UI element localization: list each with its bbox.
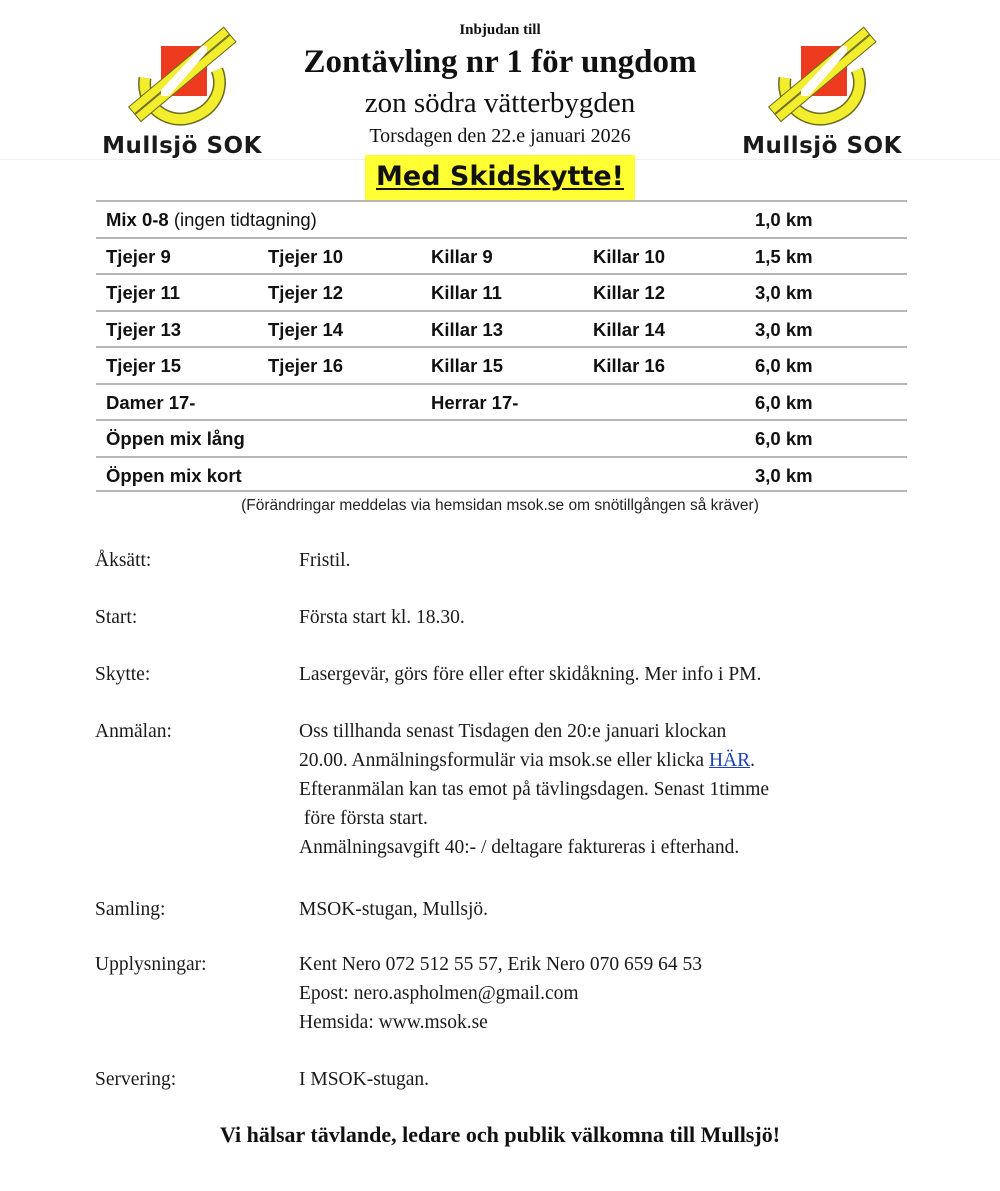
registration-fee: Anmälningsavgift 40:- / deltagare faktureras i efterhand. [299, 837, 740, 858]
late-registration-cont: före första start. [299, 808, 428, 829]
info-value: Första start kl. 18.30. [299, 607, 465, 628]
class-cell: Öppen mix lång [106, 428, 245, 449]
club-name: Mullsjö SOK [742, 133, 902, 159]
club-logo-left [97, 26, 267, 166]
class-cell: Tjejer 11 [106, 282, 181, 303]
info-label: Start: [95, 607, 138, 628]
info-value [299, 717, 939, 862]
table-row [96, 456, 907, 493]
info-label: Servering: [95, 1069, 177, 1090]
distance-cell: 6,0 km [755, 355, 813, 376]
class-cell: Killar 14 [593, 318, 665, 340]
event-title: Zontävling nr 1 för ungdom [303, 44, 697, 80]
info-label: Anmälan: [95, 721, 172, 742]
biathlon-banner: Med Skidskytte! [365, 155, 635, 200]
mullsjo-sok-logo-icon [767, 26, 877, 126]
table-row [96, 200, 907, 237]
info-value [299, 950, 939, 1037]
class-cell: Killar 9 [431, 245, 493, 267]
table-row [96, 273, 907, 310]
class-cell: Killar 15 [431, 355, 503, 376]
distance-cell: 6,0 km [755, 428, 813, 449]
distance-cell: 1,0 km [755, 209, 813, 230]
class-cell: Tjejer 12 [268, 282, 344, 303]
registration-form-line: 20.00. Anmälningsformulär via msok.se eller klicka HÄR. [299, 750, 756, 771]
info-value: Fristil. [299, 550, 351, 571]
event-zone: zon södra vätterbygden [364, 87, 636, 119]
table-row [96, 419, 907, 456]
club-logo-right [737, 26, 907, 166]
info-label: Samling: [95, 899, 166, 920]
table-row [96, 310, 907, 347]
registration-link[interactable]: HÄR [708, 750, 751, 771]
table-row [96, 383, 907, 420]
class-cell: Killar 16 [593, 355, 665, 376]
changes-note: (Förändringar meddelas via hemsidan msok.se om snötillgången så kräver) [241, 497, 759, 514]
registration-deadline: Oss tillhanda senast Tisdagen den 20:e januari klockan [299, 721, 727, 742]
class-distance-table [96, 200, 907, 492]
event-date: Torsdagen den 22.e januari 2026 [369, 125, 631, 147]
contact-phones: Kent Nero 072 512 55 57, Erik Nero 070 659 64 53 [299, 954, 702, 975]
invitation-label: Inbjudan till [459, 22, 541, 38]
class-cell: Mix 0-8 (ingen tidtagning) [106, 209, 317, 230]
class-cell: Killar 12 [593, 282, 665, 303]
table-row [96, 346, 907, 383]
welcome-message: Vi hälsar tävlande, ledare och publik välkomna till Mullsjö! [219, 1122, 781, 1147]
distance-cell: 3,0 km [755, 464, 813, 486]
late-registration: Efteranmälan kan tas emot på tävlingsdagen. Senast 1timme [299, 779, 770, 800]
class-cell: Killar 11 [431, 282, 502, 303]
info-value: I MSOK-stugan. [299, 1069, 429, 1090]
class-cell: Tjejer 13 [106, 318, 182, 340]
class-cell: Herrar 17- [431, 391, 519, 413]
class-cell: Tjejer 9 [106, 245, 171, 267]
class-cell: Tjejer 10 [268, 245, 344, 267]
info-value: MSOK-stugan, Mullsjö. [299, 899, 489, 920]
class-cell: Killar 10 [593, 245, 665, 267]
contact-website: Hemsida: www.msok.se [299, 1012, 488, 1033]
contact-email: Epost: nero.aspholmen@gmail.com [299, 983, 579, 1004]
info-label: Upplysningar: [95, 954, 207, 975]
class-cell: Öppen mix kort [106, 464, 242, 486]
table-row [96, 237, 907, 274]
mullsjo-sok-logo-icon [127, 26, 237, 126]
class-cell: Tjejer 15 [106, 355, 182, 376]
distance-cell: 6,0 km [755, 391, 813, 413]
class-cell: Killar 13 [431, 318, 503, 340]
distance-cell: 1,5 km [755, 245, 813, 267]
info-value: Lasergevär, görs före eller efter skidåkning. Mer info i PM. [299, 664, 762, 685]
distance-cell: 3,0 km [755, 318, 813, 340]
class-cell: Tjejer 16 [268, 355, 344, 376]
distance-cell: 3,0 km [755, 282, 813, 303]
class-cell: Damer 17- [106, 391, 196, 413]
info-label: Skytte: [95, 664, 151, 685]
class-cell: Tjejer 14 [268, 318, 344, 340]
club-name: Mullsjö SOK [102, 133, 262, 159]
info-label: Åksätt: [95, 550, 152, 571]
